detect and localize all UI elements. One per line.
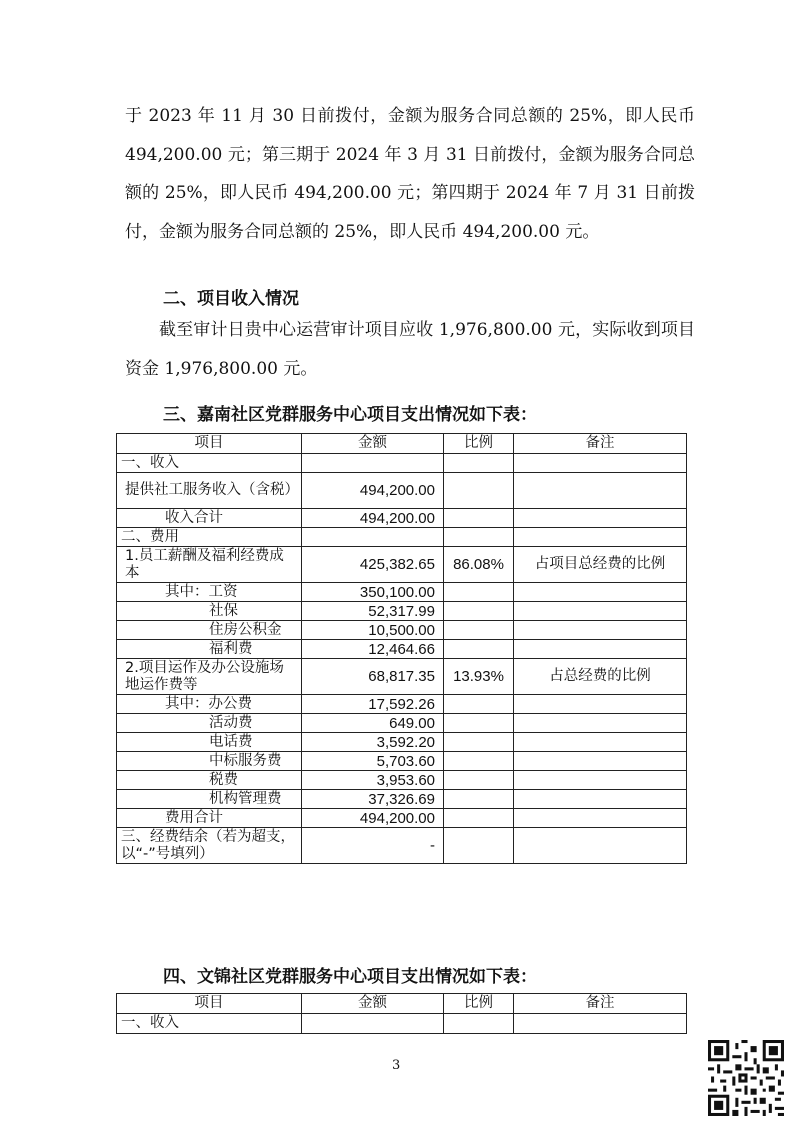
row-remark: [514, 602, 687, 621]
row-remark: [514, 640, 687, 659]
qr-code-icon: [708, 1040, 784, 1116]
header-amount: 金额: [302, 434, 444, 454]
table-row: [117, 528, 687, 547]
row-item: 2.项目运作及办公设施场地运作费等: [117, 659, 302, 695]
row-remark: [514, 528, 687, 547]
row-remark: 占总经费的比例: [514, 659, 687, 695]
row-amount: 494,200.00: [302, 473, 444, 509]
row-item: 二、费用: [117, 528, 302, 547]
row-item: 三、经费结余（若为超支，以“-”号填列）: [117, 828, 302, 864]
table-row: [117, 602, 687, 621]
page-number: 3: [392, 1058, 401, 1073]
paragraph-income-summary: 截至审计日贵中心运营审计项目应收 1,976,800.00 元，实际收到项目资金 1,976,800.00 元。: [125, 320, 695, 379]
row-ratio: [444, 828, 514, 864]
row-amount: 68,817.35: [302, 659, 444, 695]
row-amount: [302, 454, 444, 473]
row-remark: [514, 790, 687, 809]
table-row: [117, 509, 687, 528]
row-amount: 10,500.00: [302, 621, 444, 640]
jianan-expense-table: [116, 433, 687, 864]
row-ratio: [444, 771, 514, 790]
row-amount: 5,703.60: [302, 752, 444, 771]
table-row: [117, 790, 687, 809]
header-amount: 金额: [302, 994, 444, 1014]
row-amount: 350,100.00: [302, 583, 444, 602]
row-ratio: [444, 733, 514, 752]
row-remark: [514, 733, 687, 752]
row-ratio: [444, 752, 514, 771]
row-ratio: [444, 583, 514, 602]
section-heading-wenjin-table: 四、文锦社区党群服务中心项目支出情况如下表：: [163, 967, 537, 987]
row-ratio: [444, 528, 514, 547]
row-remark: [514, 454, 687, 473]
row-item: 其中：办公费: [117, 695, 302, 714]
row-ratio: [444, 621, 514, 640]
row-item: 机构管理费: [117, 790, 302, 809]
row-remark: [514, 509, 687, 528]
table-row: [117, 621, 687, 640]
row-item: 福利费: [117, 640, 302, 659]
row-ratio: [444, 640, 514, 659]
table-row: [117, 659, 687, 695]
row-item: 社保: [117, 602, 302, 621]
row-amount: -: [302, 828, 444, 864]
row-remark: 占项目总经费的比例: [514, 547, 687, 583]
table-row: [117, 454, 687, 473]
row-item: 费用合计: [117, 809, 302, 828]
row-item: 收入合计: [117, 509, 302, 528]
row-remark: [514, 771, 687, 790]
row-remark: [514, 828, 687, 864]
row-item: 住房公积金: [117, 621, 302, 640]
row-remark: [514, 752, 687, 771]
row-amount: 37,326.69: [302, 790, 444, 809]
table-row: [117, 733, 687, 752]
row-ratio: [444, 809, 514, 828]
row-item: 一、收入: [117, 1014, 302, 1034]
table-row: [117, 583, 687, 602]
section-heading-income: 二、项目收入情况: [163, 289, 299, 309]
row-remark: [514, 1014, 687, 1034]
table-header-row: [117, 994, 687, 1014]
table-row: [117, 640, 687, 659]
row-item: 活动费: [117, 714, 302, 733]
row-item: 税费: [117, 771, 302, 790]
row-ratio: [444, 790, 514, 809]
table-row: [117, 828, 687, 864]
section-heading-jianan-table: 三、嘉南社区党群服务中心项目支出情况如下表：: [163, 405, 537, 425]
row-item: 其中：工资: [117, 583, 302, 602]
row-amount: [302, 528, 444, 547]
row-amount: [302, 1014, 444, 1034]
row-amount: 494,200.00: [302, 809, 444, 828]
row-item: 1.员工薪酬及福利经费成本: [117, 547, 302, 583]
row-amount: 494,200.00: [302, 509, 444, 528]
row-ratio: [444, 714, 514, 733]
table-row: [117, 771, 687, 790]
row-amount: 3,953.60: [302, 771, 444, 790]
row-remark: [514, 714, 687, 733]
row-remark: [514, 583, 687, 602]
row-amount: 425,382.65: [302, 547, 444, 583]
table-row: [117, 695, 687, 714]
row-amount: 17,592.26: [302, 695, 444, 714]
table-row: [117, 547, 687, 583]
row-item: 电话费: [117, 733, 302, 752]
header-ratio: 比例: [444, 434, 514, 454]
header-remark: 备注: [514, 994, 687, 1014]
table-row: [117, 473, 687, 509]
wenjin-expense-table: [116, 993, 687, 1034]
header-item: 项目: [117, 994, 302, 1014]
row-ratio: [444, 454, 514, 473]
row-ratio: 13.93%: [444, 659, 514, 695]
header-item: 项目: [117, 434, 302, 454]
row-remark: [514, 809, 687, 828]
row-amount: 3,592.20: [302, 733, 444, 752]
table-row: [117, 1014, 687, 1034]
table-row: [117, 809, 687, 828]
row-ratio: [444, 695, 514, 714]
row-ratio: [444, 473, 514, 509]
row-ratio: [444, 602, 514, 621]
row-item: 一、收入: [117, 454, 302, 473]
row-item: 提供社工服务收入（含税）: [117, 473, 302, 509]
row-remark: [514, 473, 687, 509]
row-ratio: 86.08%: [444, 547, 514, 583]
row-remark: [514, 621, 687, 640]
table-row: [117, 714, 687, 733]
paragraph-payment-schedule: 于 2023 年 11 月 30 日前拨付，金额为服务合同总额的 25%，即人民币 494,200.00 元；第三期于 2024 年 3 月 31 日前拨付，金额为服务合同总额的 25%，即人民币 494,200.00 元；第四期于 2024 年 7 月 31 日前拨付，金额为服务合同总额的 25%，即人民币 494,200.00 元。: [125, 106, 695, 242]
row-item: 中标服务费: [117, 752, 302, 771]
row-remark: [514, 695, 687, 714]
header-remark: 备注: [514, 434, 687, 454]
row-ratio: [444, 1014, 514, 1034]
row-amount: 12,464.66: [302, 640, 444, 659]
table-header-row: [117, 434, 687, 454]
row-amount: 52,317.99: [302, 602, 444, 621]
table-row: [117, 752, 687, 771]
row-ratio: [444, 509, 514, 528]
row-amount: 649.00: [302, 714, 444, 733]
header-ratio: 比例: [444, 994, 514, 1014]
